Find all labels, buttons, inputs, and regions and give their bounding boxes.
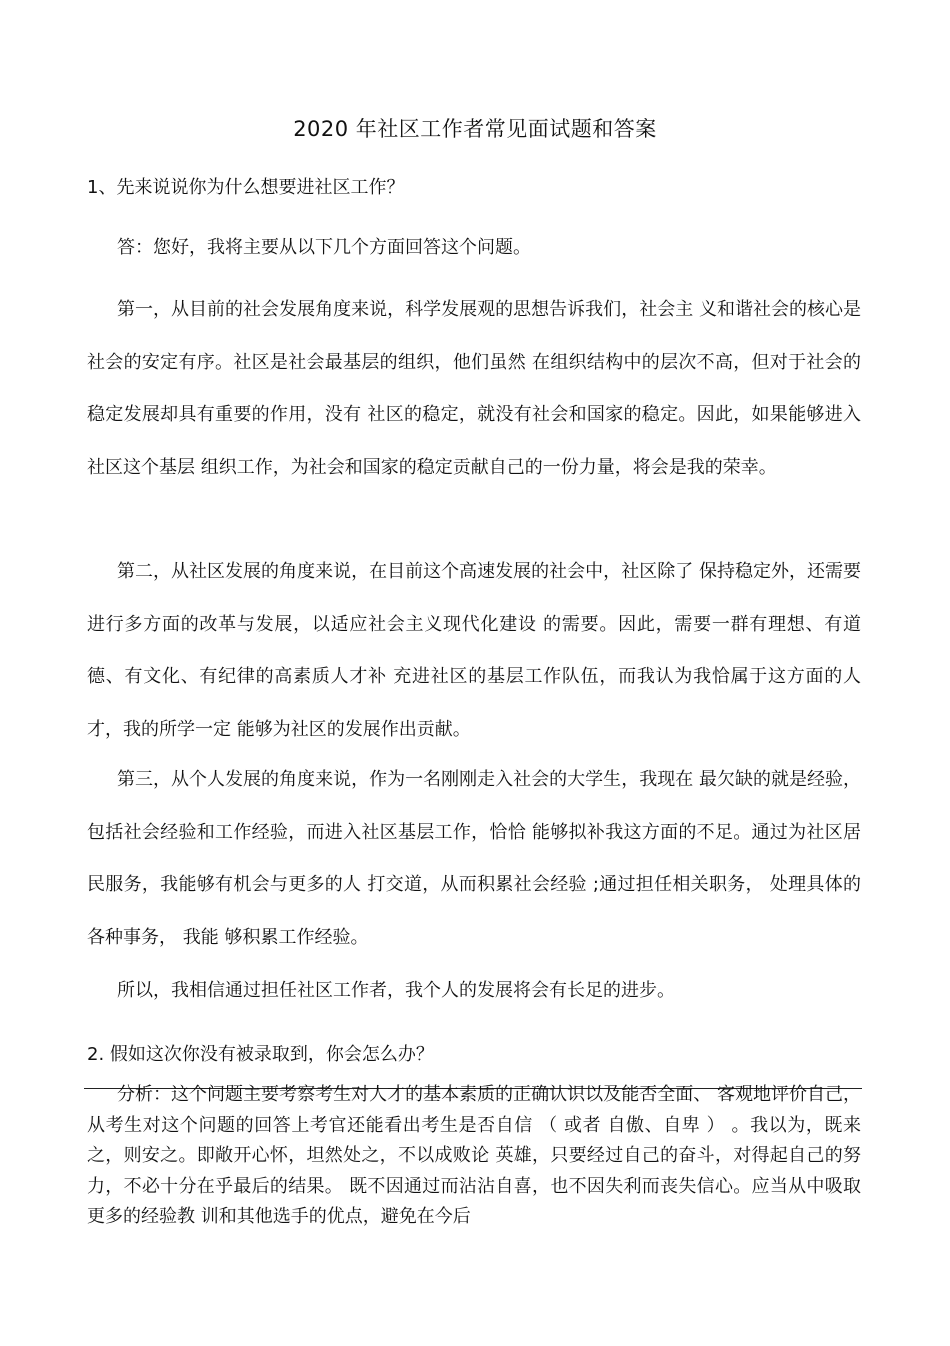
answer-1-paragraph-1: 第一，从目前的社会发展角度来说，科学发展观的思想告诉我们，社会主 义和谐社会的核心是社会的安定有序。社区是社会最基层的组织，他们虽然 在组织结构中的层次不高，但对于社会的稳定发展却具有重要的作用，没有 社区的稳定，就没有社会和国家的稳定。因此，如果能够进入社区这个基层 组织工作，为社会和国家的稳定贡献自己的一份力量，将会是我的荣幸。: [87, 299, 861, 478]
answer-1-conclusion: 所以，我相信通过担任社区工作者，我个人的发展将会有长足的进步。: [117, 980, 675, 1001]
answer-2-paragraph-1: 分析：这个问题主要考察考生对人才的基本素质的正确认识以及能否全面、 客观地评价自己， 从考生对这个问题的回答上考官还能看出考生是否自信 （ 或者 自傲、自卑 ） 。我以为，既来之，则安之。即敞开心怀，坦然处之，不以成败论 英雄，只要经过自己的奋斗，对得起自己的努力，不必十分在乎最后的结果。 既不因通过而沾沾自喜，也不因失利而丧失信心。应当从中吸取更多的经验教 训和其他选手的优点，避免在今后: [87, 1084, 861, 1227]
page-title: 2020 年社区工作者常见面试题和答案: [293, 117, 657, 141]
question-2: 2. 假如这次你没有被录取到，你会怎么办？: [87, 1044, 434, 1065]
question-1: 1、先来说说你为什么想要进社区工作？: [87, 177, 405, 198]
answer-1-intro: 答：您好，我将主要从以下几个方面回答这个问题。: [117, 237, 531, 258]
answer-1-paragraph-2: 第二，从社区发展的角度来说，在目前这个高速发展的社会中，社区除了 保持稳定外，还需要进行多方面的改革与发展，以适应社会主义现代化建设 的需要。因此，需要一群有理想、有道德、有文化、有纪律的高素质人才补 充进社区的基层工作队伍，而我认为我恰属于这方面的人才，我的所学一定 能够为社区的发展作出贡献。: [87, 561, 861, 740]
answer-1-paragraph-3: 第三，从个人发展的角度来说，作为一名刚刚走入社会的大学生，我现在 最欠缺的就是经验，包括社会经验和工作经验，而进入社区基层工作，恰恰 能够拟补我这方面的不足。通过为社区居民服务，我能够有机会与更多的人 打交道，从而积累社会经验 ;通过担任相关职务， 处理具体的各种事务， 我能 够积累工作经验。: [87, 769, 861, 948]
